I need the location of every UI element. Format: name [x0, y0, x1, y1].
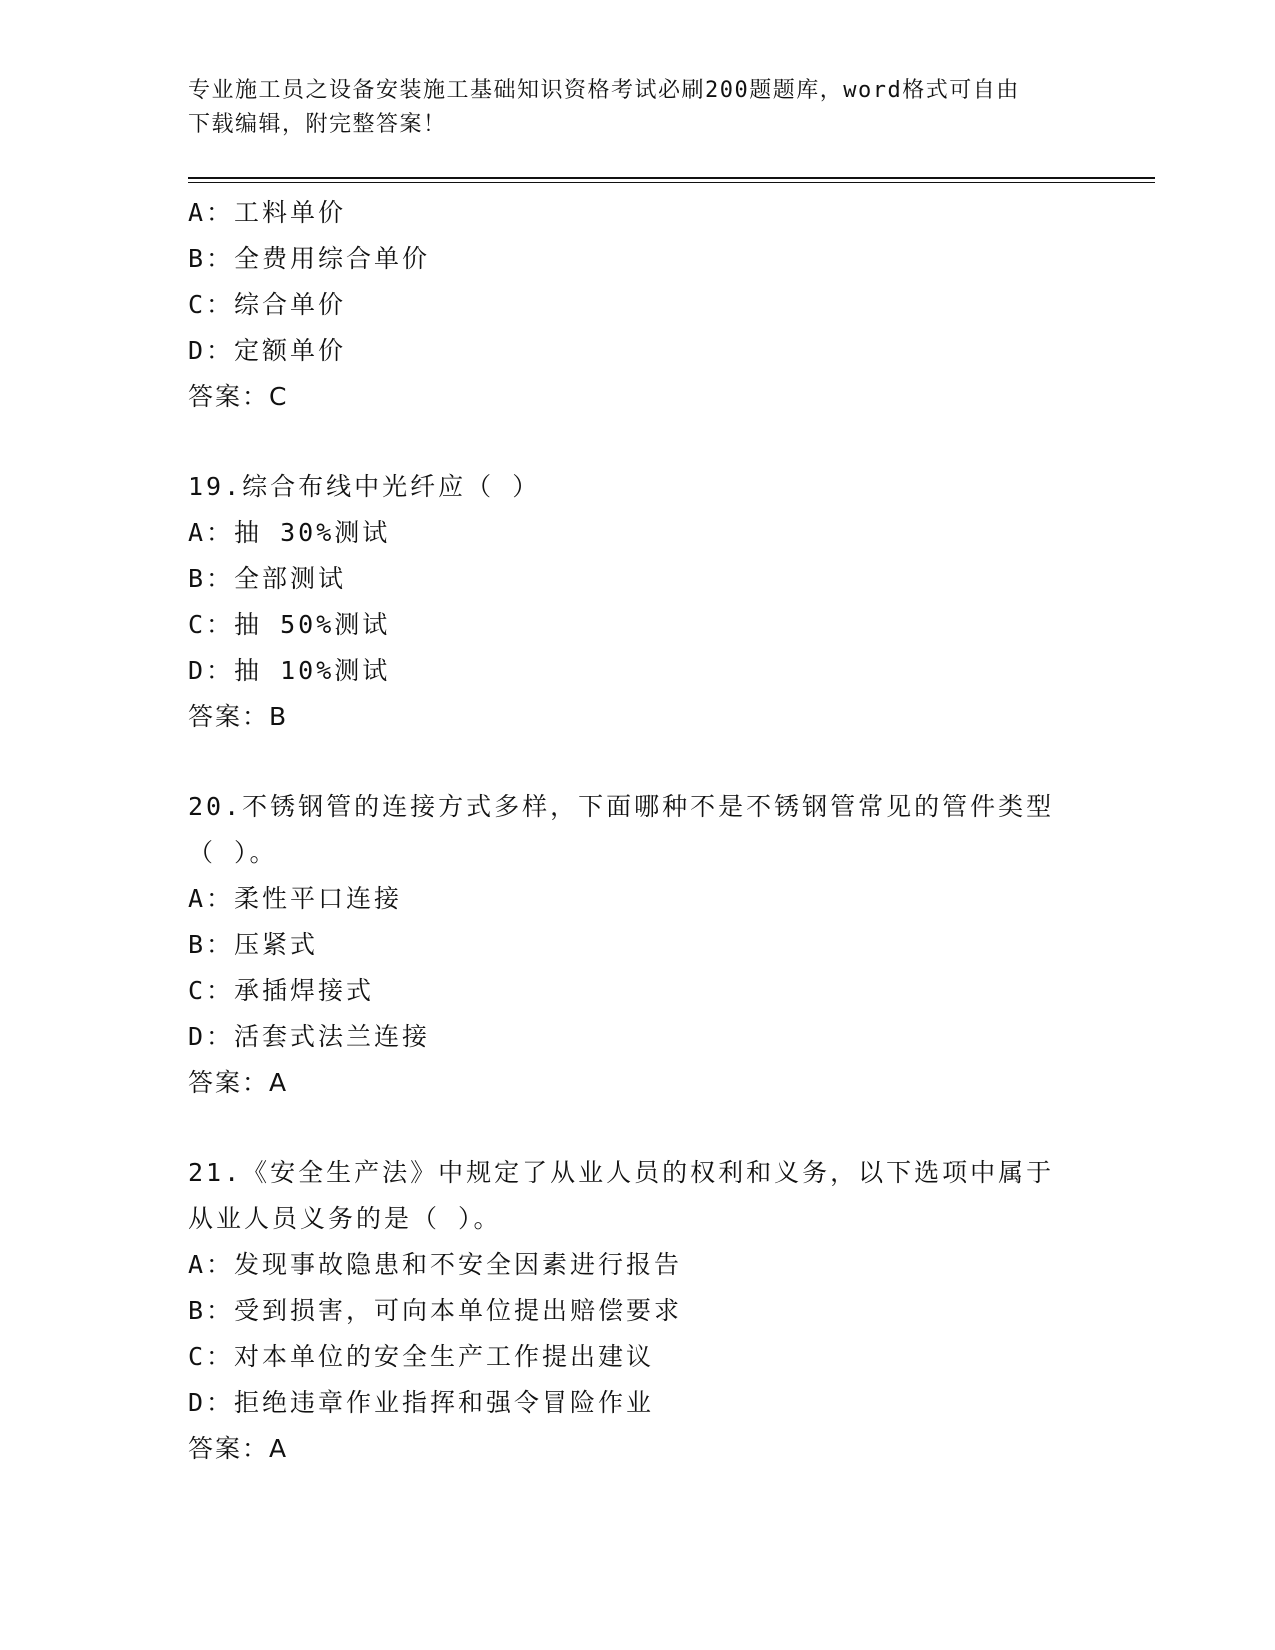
option-a: A：发现事故隐患和不安全因素进行报告 [188, 1250, 683, 1279]
option-c: C：抽 50%测试 [188, 610, 391, 639]
question-list [188, 190, 1088, 1472]
question-stem: 19.综合布线中光纤应（ ） [188, 472, 541, 501]
option-c: C：对本单位的安全生产工作提出建议 [188, 1342, 655, 1371]
header-divider [188, 177, 1155, 179]
option-d: D：活套式法兰连接 [188, 1022, 431, 1051]
header-line-2: 下载编辑，附完整答案！ [188, 112, 447, 137]
option-b: B：全部测试 [188, 564, 347, 593]
option-b: B：全费用综合单价 [188, 244, 431, 273]
answer-line: 答案：C [188, 382, 289, 411]
header-divider-thin [188, 182, 1155, 183]
option-a: A：抽 30%测试 [188, 518, 391, 547]
option-a: A：柔性平口连接 [188, 884, 403, 913]
spacer [188, 1106, 1088, 1150]
question-20 [188, 784, 1088, 1106]
option-b: B：压紧式 [188, 930, 319, 959]
question-stem-line-1: 20.不锈钢管的连接方式多样，下面哪种不是不锈钢管常见的管件类型 [188, 792, 1055, 821]
question-19 [188, 464, 1088, 740]
question-21 [188, 1150, 1088, 1472]
answer-line: 答案：A [188, 1434, 289, 1463]
answer-line: 答案：B [188, 702, 289, 731]
document-header [188, 74, 1088, 142]
option-d: D：定额单价 [188, 336, 347, 365]
option-d: D：抽 10%测试 [188, 656, 391, 685]
header-line-1: 专业施工员之设备安装施工基础知识资格考试必刷200题题库，word格式可自由 [188, 78, 1020, 103]
option-b: B：受到损害，可向本单位提出赔偿要求 [188, 1296, 683, 1325]
question-stem-line-1: 21.《安全生产法》中规定了从业人员的权利和义务，以下选项中属于 [188, 1158, 1055, 1187]
question-stem-line-2: （ ）。 [188, 838, 278, 867]
spacer [188, 420, 1088, 464]
answer-line: 答案：A [188, 1068, 289, 1097]
option-d: D：拒绝违章作业指挥和强令冒险作业 [188, 1388, 655, 1417]
option-c: C：承插焊接式 [188, 976, 375, 1005]
question-18 [188, 190, 1088, 420]
option-a: A：工料单价 [188, 198, 347, 227]
option-c: C：综合单价 [188, 290, 347, 319]
spacer [188, 740, 1088, 784]
question-stem-line-2: 从业人员义务的是（ ）。 [188, 1204, 502, 1233]
